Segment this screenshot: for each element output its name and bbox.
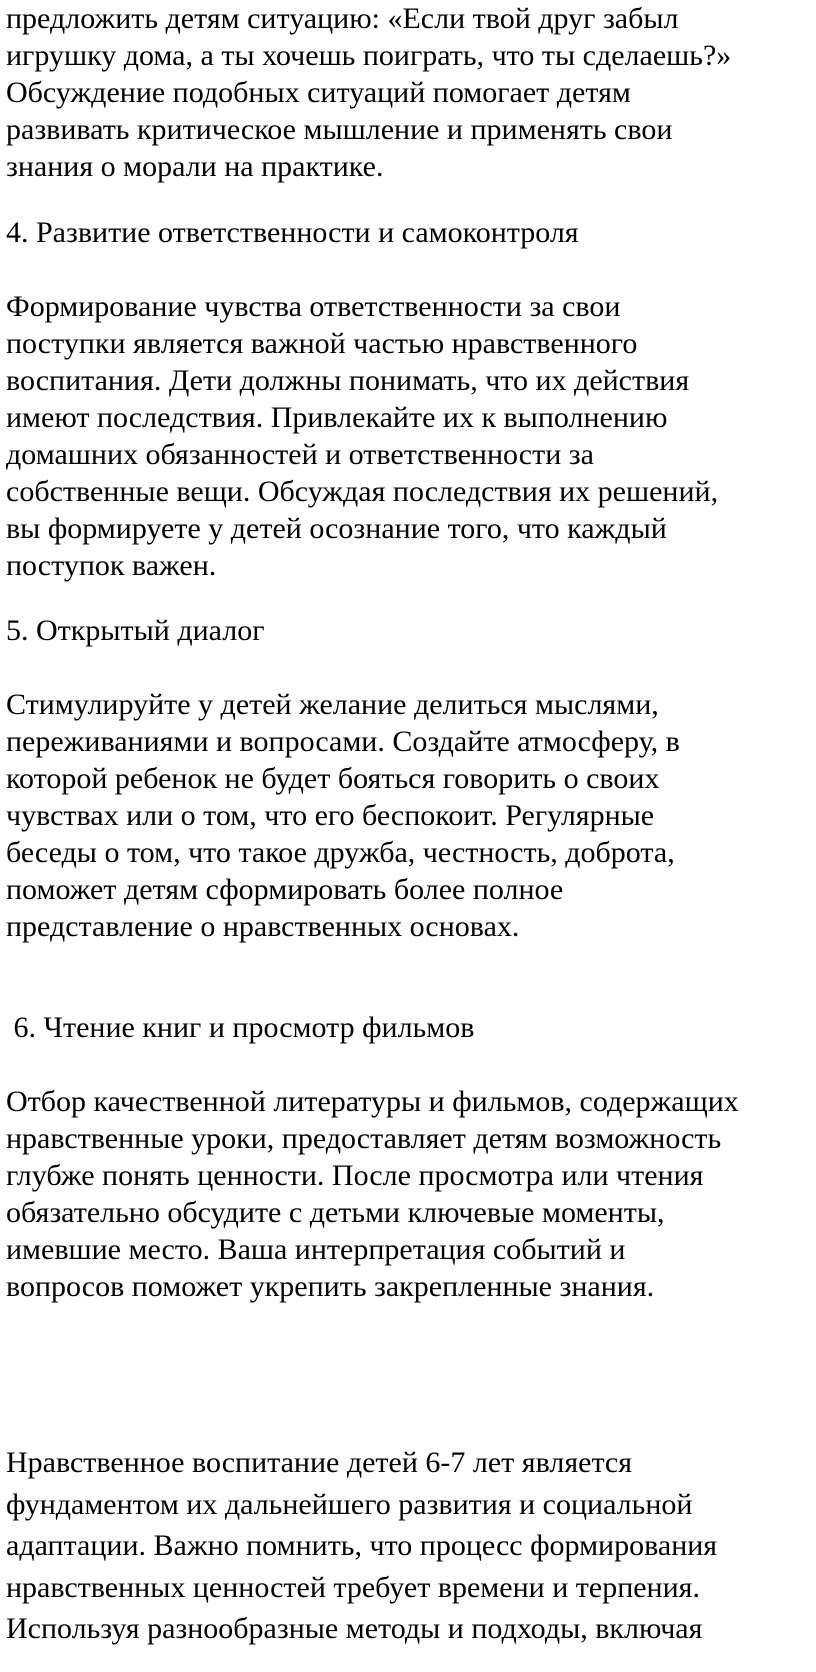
section-heading-4: 4. Развитие ответственности и самоконтроля [6, 216, 579, 249]
section-heading-6: 6. Чтение книг и просмотр фильмов [6, 1011, 475, 1044]
intro-paragraph: предложить детям ситуацию: «Если твой друг забыл игрушку дома, а ты хочешь поиграть, что ты сделаешь?» Обсуждение подобных ситуаций помогает детям развивать критическое мышление и применять свои знания о морали на практике. [6, 2, 732, 183]
conclusion-paragraph: Нравственное воспитание детей 6-7 лет является фундаментом их дальнейшего развития и социальной адаптации. Важно помнить, что процесс формирования нравственных ценностей требует времени и терпения. Используя разнообразные методы и подходы, включая [6, 1446, 718, 1645]
section-paragraph-4: Формирование чувства ответственности за свои поступки является важной частью нравственного воспитания. Дети должны понимать, что их действия имеют последствия. Привлекайте их к выполнению домашних обязанностей и ответственности за собственные вещи. Обсуждая последствия их решений, вы формируете у детей осознание того, что каждый поступок важен. [6, 290, 719, 582]
section-paragraph-6: Отбор качественной литературы и фильмов, содержащих нравственные уроки, предоставляет детям возможность глубже понять ценности. После просмотра или чтения обязательно обсудите с детьми ключевые моменты, имевшие место. Ваша интерпретация событий и вопросов поможет укрепить закрепленные знания. [6, 1085, 739, 1303]
section-heading-5: 5. Открытый диалог [6, 614, 265, 647]
section-paragraph-5: Стимулируйте у детей желание делиться мыслями, переживаниями и вопросами. Создайте атмосферу, в которой ребенок не будет бояться говорить о своих чувствах или о том, что его беспокоит. Регулярные беседы о том, что такое дружба, честность, доброта, поможет детям сформировать более полное представление о нравственных основах. [6, 688, 680, 943]
